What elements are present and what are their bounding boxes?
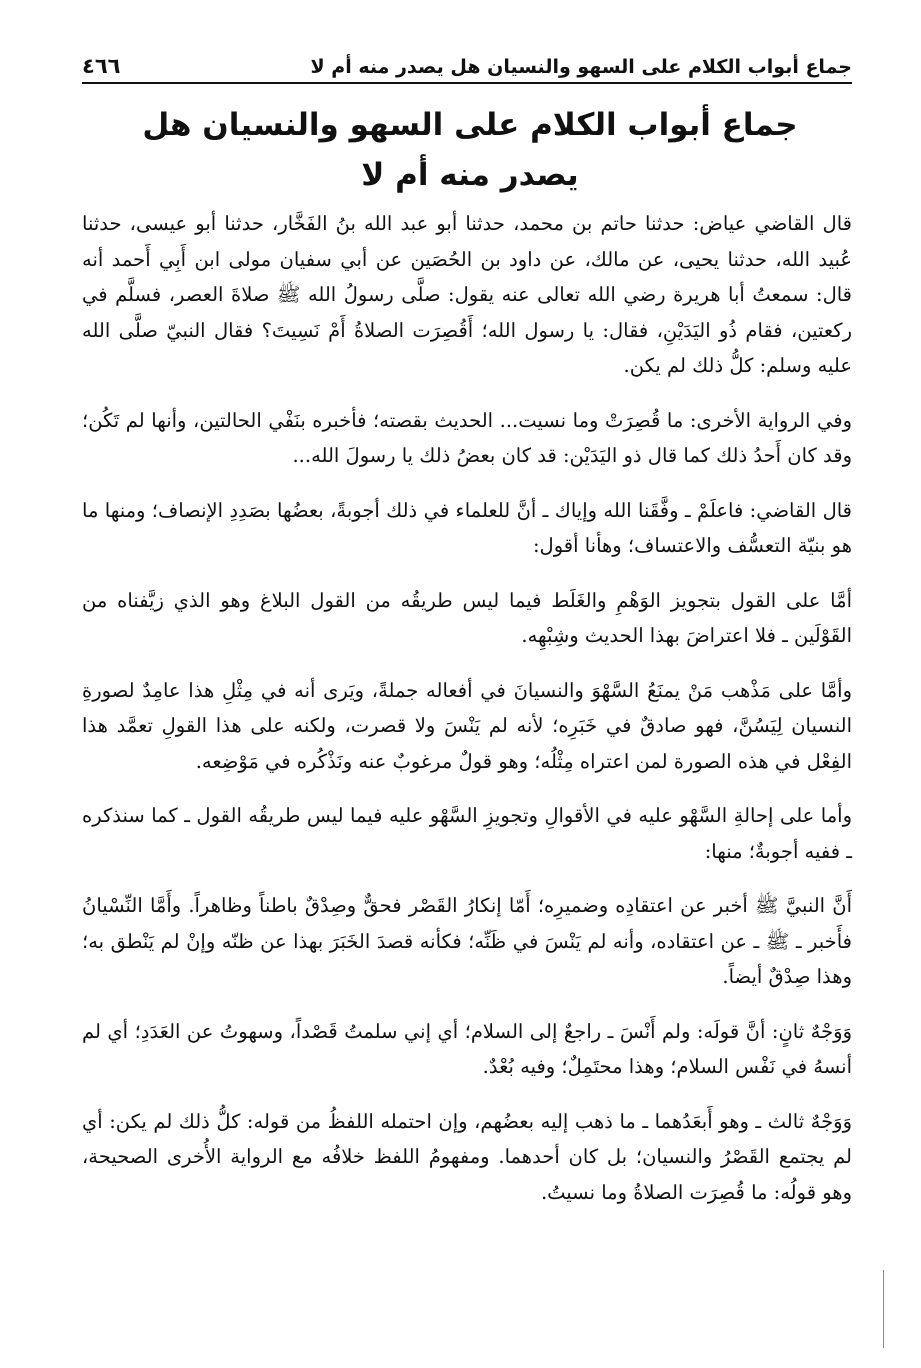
scan-margin-line [883,1270,884,1348]
paragraph-2: وفي الرواية الأخرى: ما قُصِرَتْ وما نسيت... الحديث بقصته؛ فأخبره بنَفْي الحالتين، وأنها لم تَكُن؛ وقد كان أَحدُ ذلك كما قال ذو اليَدَيْن: قد كان بعضُ ذلك يا رسولَ الله... [82,408,852,467]
paragraph-8: وَوَجْهٌ ثانٍ: أنَّ قولَه: ولم أَنْسَ ـ راجعٌ إلى السلام؛ أي إني سلمتُ قَصْداً، وسهوتُ عن العَدَدِ؛ أي لم أنسهُ في نَفْس السلام؛ وهذا محتَمِلٌ؛ وفيه بُعْدٌ. [82,1019,852,1078]
paragraph-1: قال القاضي عياض: حدثنا حاتم بن محمد، حدثنا أبو عبد الله بنُ الفَخَّار، حدثنا أبو عيسى، حدثنا عُبيد الله، حدثنا يحيى، عن مالك، عن داود بن الحُصَين عن أبي سفيان مولى ابن أَبِي أَحمد أنه قال: سمعتُ أبا هريرة رضي الله تعالى عنه يقول: صلَّى رسولُ الله ﷺ صلاةَ العصر، فسلَّم في ركعتين، فقام ذُو اليَدَيْنِ، فقال: يا رسول الله؛ أَقُصِرَت الصلاةُ أَمْ نَسِيتَ؟ فقال النبيّ صلَّى الله عليه وسلم: كلُّ ذلك لم يكن. [82,212,852,377]
paragraph-6: وأما على إحالةِ السَّهْو عليه في الأقوالِ وتجويزِ السَّهْو عليه فيما ليس طريقُه القول ـ كما سنذكره ـ ففيه أجوبةٌ؛ منها: [82,804,852,863]
body-text [82,206,852,1229]
running-title: جماع أبواب الكلام على السهو والنسيان هل يصدر منه أم لا [310,56,852,78]
paragraph-7: أَنَّ النبيَّ ﷺ أخبر عن اعتقادِه وضميرِه؛ أَمّا إنكارُ القَصْر فحقٌّ وصِدْقٌ باطناً وظاهراً. وأَمَّا النِّسْيانُ فأَخبر ـ ﷺ ـ عن اعتقاده، وأنه لم يَنْسَ في ظَنِّه؛ فكأنه قصدَ الخَبَرَ بهذا عن ظنّه وإنْ لم يَنْطق به؛ وهذا صِدْقٌ أيضاً. [82,894,852,988]
page-number: ٤٦٦ [82,54,121,78]
paragraph-5: وأمَّا على مَذْهب مَنْ يمنَعُ السَّهْوَ والنسيانَ في أفعاله جملةً، ويَرى أنه في مِثْلِ هذا عامِدٌ لصورةِ النسيان لِيَسُنَّ، فهو صادقٌ في خَبَرِه؛ لأنه لم يَنْسَ ولا قصرت، ولكنه على هذا القولِ تعمَّد هذا الفِعْل في هذه الصورة لمن اعتراه مِثْلُه؛ وهو قولٌ مرغوبٌ عنه ونَذْكُره في مَوْضِعه. [82,678,852,773]
paragraph-3: قال القاضي: فاعلَمْ ـ وفَّقَنا الله وإياك ـ أنَّ للعلماء في ذلك أجوبةً، بعضُها بصَدِدِ الإنصاف؛ ومنها ما هو بنيّة التعسُّف والاعتساف؛ وهأنا أقول: [82,498,852,557]
paragraph-4: أمَّا على القول بتجويز الوَهْمِ والغَلَط فيما ليس طريقُه من القول البلاغ وهو الذي زيَّفناه من القَوْلَين ـ فلا اعتراضَ بهذا الحديث وشِبْهِه. [82,588,852,647]
running-header [82,50,852,84]
paragraph-9: وَوَجْهٌ ثالث ـ وهو أَبعَدُهما ـ ما ذهب إليه بعضُهم، وإن احتمله اللفظُ من قوله: كلُّ ذلك لم يكن: أي لم يجتمع القَصْرُ والنسيان؛ بل كان أحدهما. ومفهومُ اللفظ خلافُه مع الرواية الأُخرى الصحيحة، وهو قولُه: ما قُصِرَت الصلاةُ وما نسيتُ. [82,1109,852,1204]
chapter-title: جماع أبواب الكلام على السهو والنسيان هل يصدر منه أم لا [142,107,798,193]
